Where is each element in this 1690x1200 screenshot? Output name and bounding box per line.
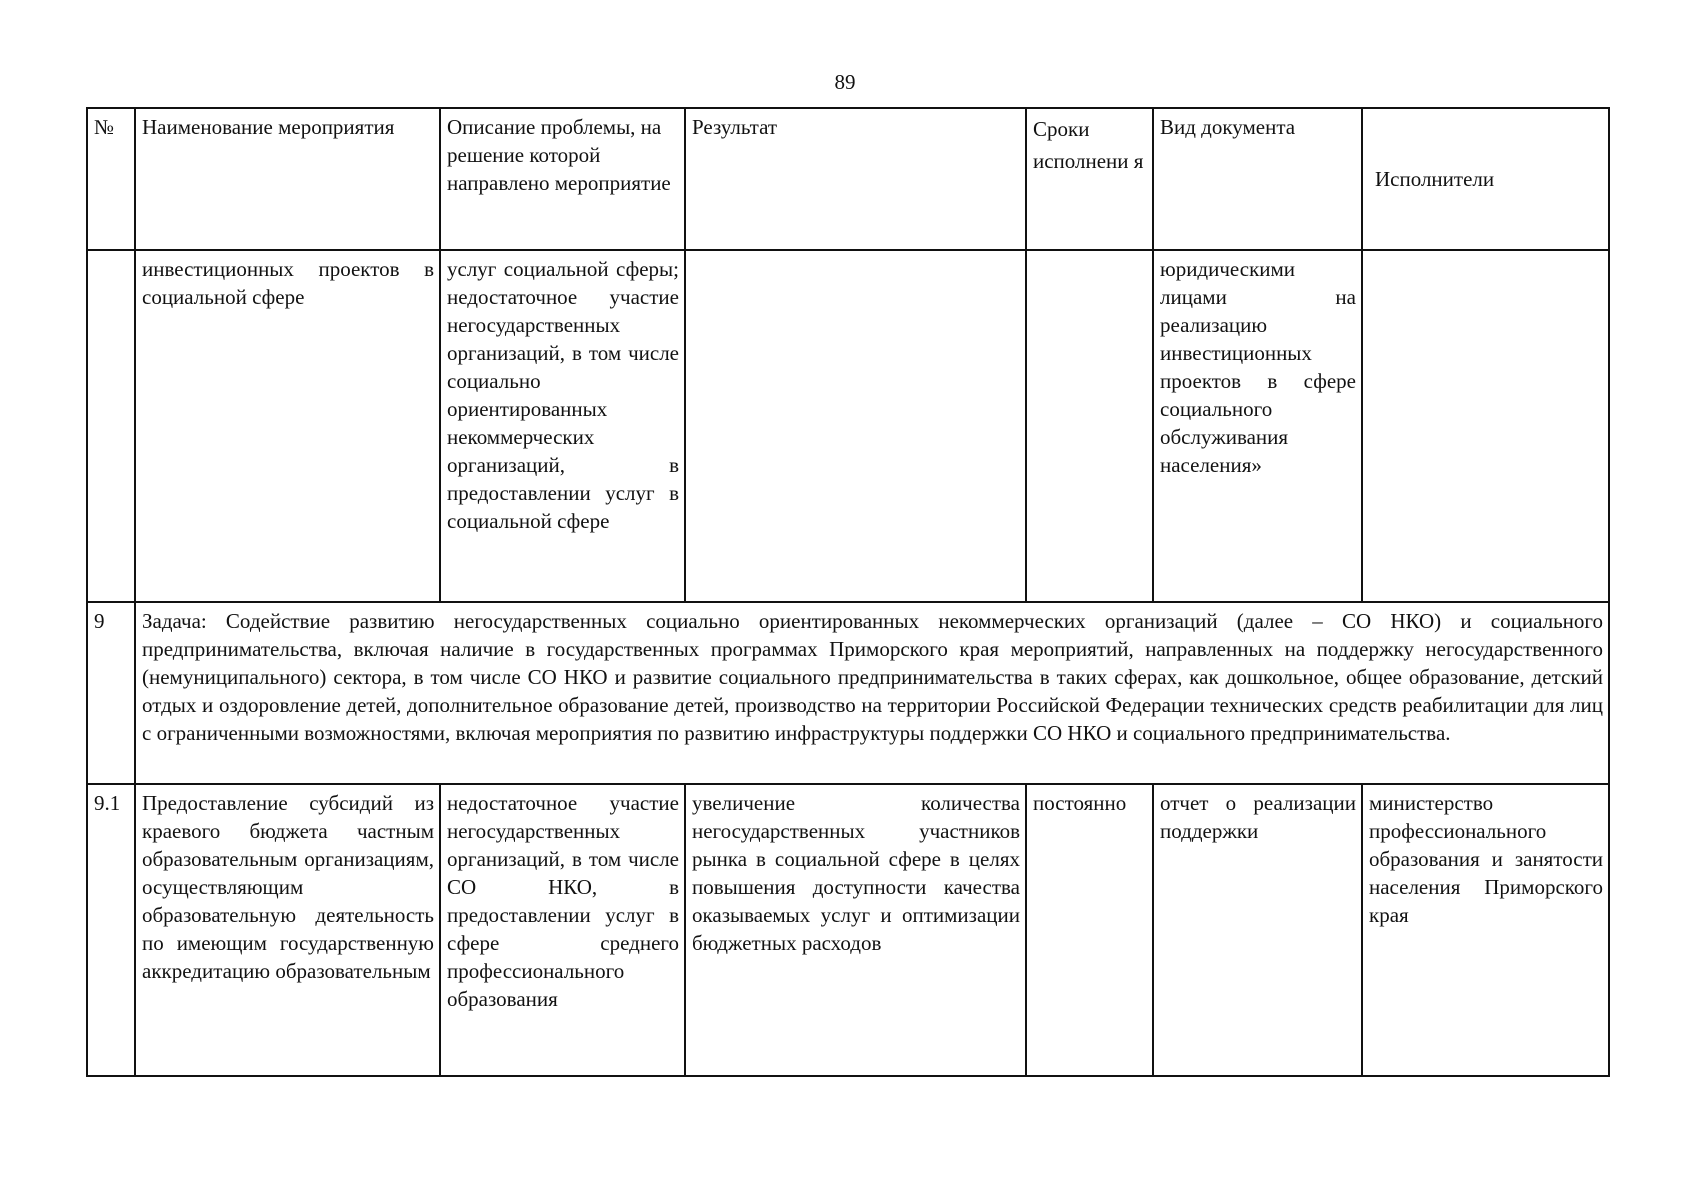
cell-executors: министерство профессионального образования и занятости населения Приморского края [1362,784,1609,1076]
cell-name: инвестиционных проектов в социальной сфере [135,250,440,602]
cell-num [87,250,135,602]
cell-doc-type: юридическими лицами на реализацию инвестиционных проектов в сфере социального обслуживания населения» [1153,250,1362,602]
task-text: Задача: Содействие развитию негосударственных социально ориентированных некоммерческих организаций (далее – СО НКО) и социального предпринимательства, включая наличие в государственных программах Приморского края мероприятий, направленных на поддержку негосударственного (немуниципального) сектора, в том числе СО НКО и развитие социального предпринимательства в таких сферах, как дошкольное, общее образование, детский отдых и оздоровление детей, дополнительное образование детей, производство на территории Российской Федерации технических средств реабилитации для лиц с ограниченными возможностями, включая мероприятия по развитию инфраструктуры поддержки СО НКО и социального предпринимательства. [135,602,1609,784]
header-term: Сроки исполнени я [1026,108,1153,250]
page-number: 89 [834,70,856,94]
cell-num: 9.1 [87,784,135,1076]
task-row [87,602,1609,784]
cell-doc-type: отчет о реализации поддержки [1153,784,1362,1076]
cell-executors [1362,250,1609,602]
table-row [87,784,1609,1076]
cell-name: Предоставление субсидий из краевого бюджета частным образовательным организациям, осуществляющим образовательную деятельность по имеющим государственную аккредитацию образовательным [135,784,440,1076]
table-row [87,250,1609,602]
table-header-row [87,108,1609,250]
header-doc-type: Вид документа [1153,108,1362,250]
task-num: 9 [87,602,135,784]
measures-table [86,107,1610,1077]
cell-term [1026,250,1153,602]
header-name: Наименование мероприятия [135,108,440,250]
cell-result [685,250,1026,602]
header-problem: Описание проблемы, на решение которой направлено мероприятие [440,108,685,250]
cell-problem: недостаточное участие негосударственных организаций, в том числе СО НКО, в предоставлении услуг в сфере среднего профессионального образования [440,784,685,1076]
cell-problem: услуг социальной сферы; недостаточное участие негосударственных организаций, в том числе социально ориентированных некоммерческих организаций, в предоставлении услуг в социальной сфере [440,250,685,602]
header-executors: Исполнители [1362,108,1609,250]
cell-term: постоянно [1026,784,1153,1076]
header-num: № [87,108,135,250]
cell-result: увеличение количества негосударственных участников рынка в социальной сфере в целях повышения доступности качества оказываемых услуг и оптимизации бюджетных расходов [685,784,1026,1076]
header-result: Результат [685,108,1026,250]
